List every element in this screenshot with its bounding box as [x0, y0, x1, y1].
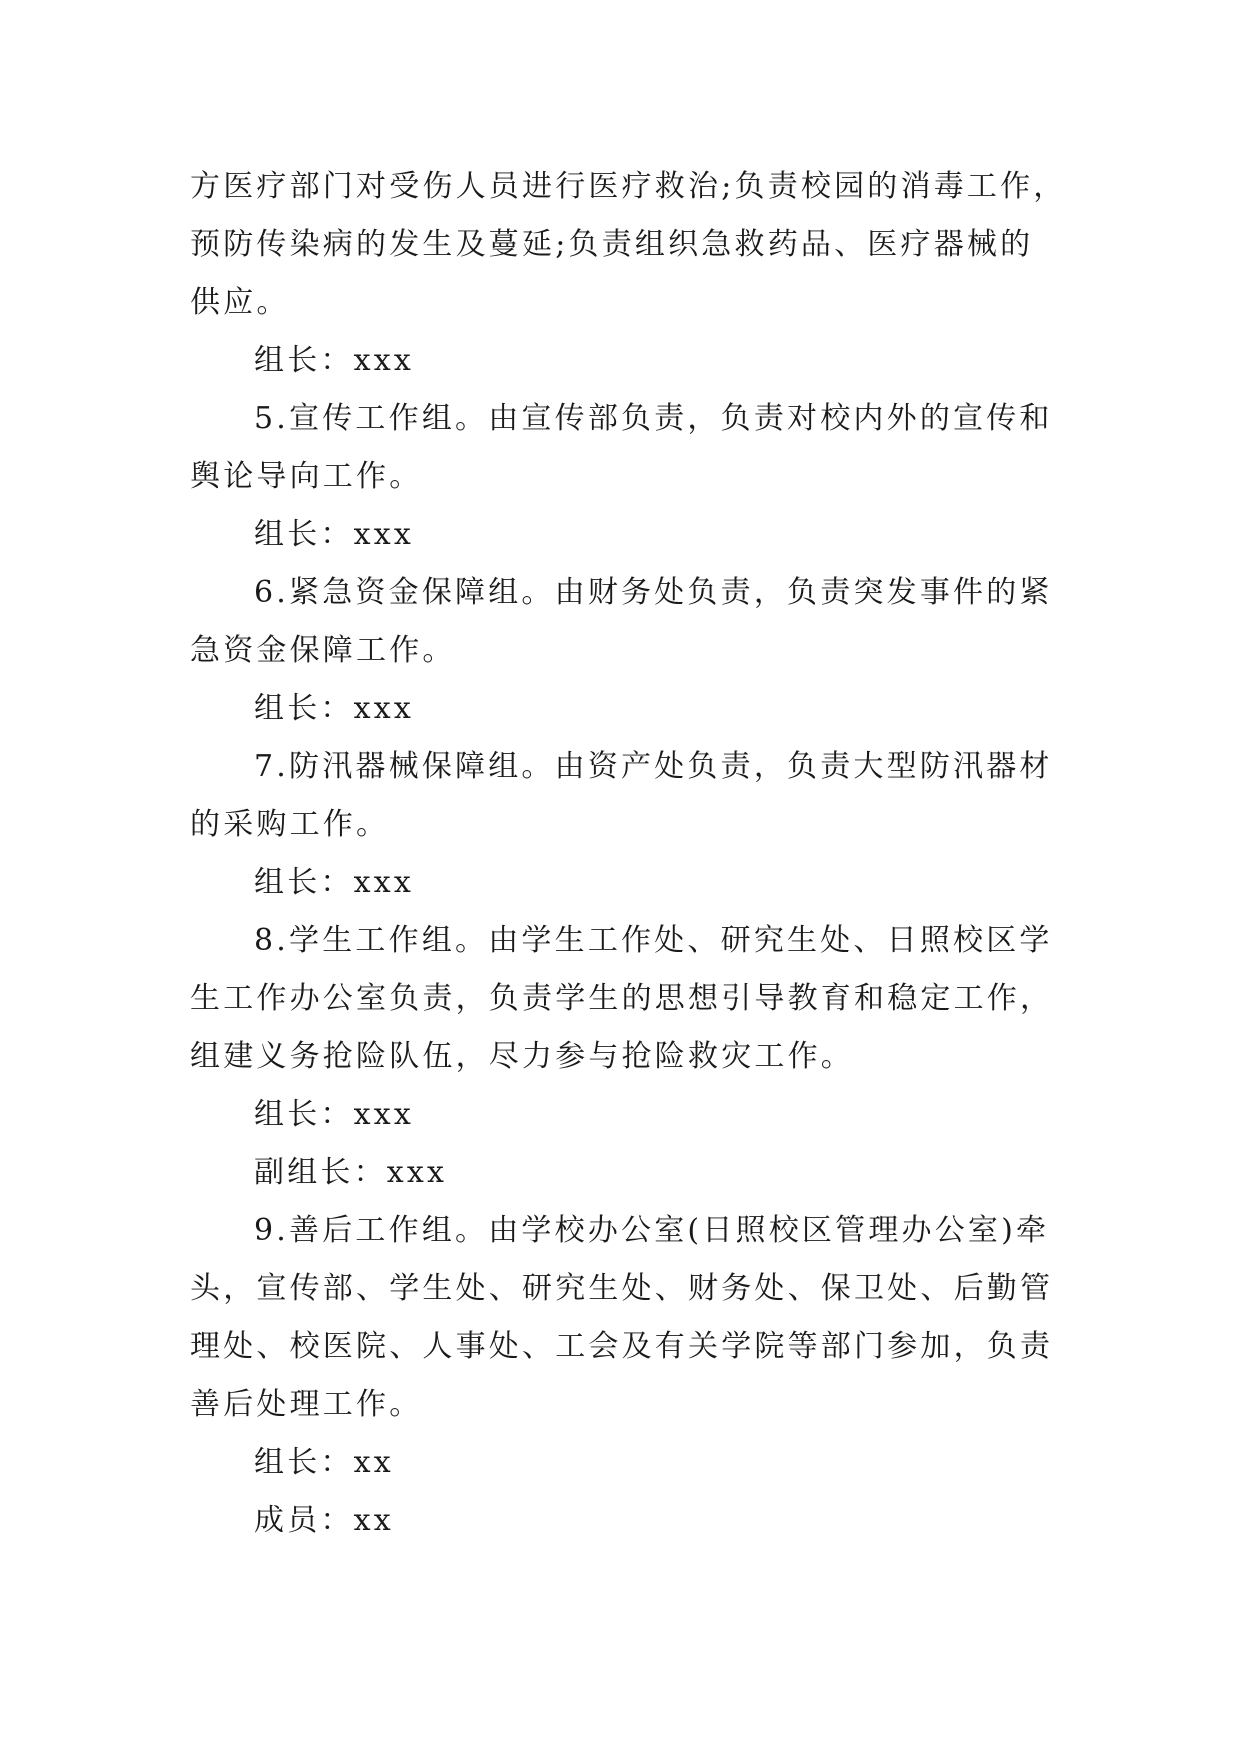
section-heading-line: 6.紧急资金保障组。由财务处负责，负责突发事件的紧 [254, 575, 1053, 610]
body-text-line: 生工作办公室负责，负责学生的思想引导教育和稳定工作， [190, 981, 1054, 1016]
body-text-line: 舆论导向工作。 [190, 459, 423, 494]
body-text-line: 理处、校医院、人事处、工会及有关学院等部门参加，负责 [190, 1329, 1054, 1364]
section-heading-line: 7.防汛器械保障组。由资产处负责，负责大型防汛器材 [254, 749, 1053, 784]
body-text-line: 善后处理工作。 [190, 1387, 423, 1422]
group-leader-line: 组长：xxx [254, 1097, 414, 1132]
group-leader-line: 组长：xxx [254, 517, 414, 552]
body-text-line: 头，宣传部、学生处、研究生处、财务处、保卫处、后勤管 [190, 1271, 1054, 1306]
group-leader-line: 组长：xxx [254, 343, 414, 378]
group-leader-line: 组长：xxx [254, 865, 414, 900]
group-leader-line: 组长：xx [254, 1445, 394, 1480]
members-line: 成员：xx [254, 1503, 394, 1538]
body-text-line: 组建义务抢险队伍，尽力参与抢险救灾工作。 [190, 1039, 854, 1074]
section-heading-line: 9.善后工作组。由学校办公室(日照校区管理办公室)牵 [254, 1213, 1050, 1248]
body-text-line: 预防传染病的发生及蔓延;负责组织急救药品、医疗器械的 [190, 227, 1034, 262]
deputy-leader-line: 副组长：xxx [254, 1155, 448, 1190]
section-heading-line: 5.宣传工作组。由宣传部负责，负责对校内外的宣传和 [254, 401, 1053, 436]
body-text-line: 方医疗部门对受伤人员进行医疗救治;负责校园的消毒工作， [190, 169, 1067, 204]
body-text-line: 急资金保障工作。 [190, 633, 456, 668]
document-page [190, 158, 1067, 1550]
section-heading-line: 8.学生工作组。由学生工作处、研究生处、日照校区学 [254, 923, 1053, 958]
body-text-line: 供应。 [190, 285, 290, 320]
group-leader-line: 组长：xxx [254, 691, 414, 726]
body-text-line: 的采购工作。 [190, 807, 390, 842]
